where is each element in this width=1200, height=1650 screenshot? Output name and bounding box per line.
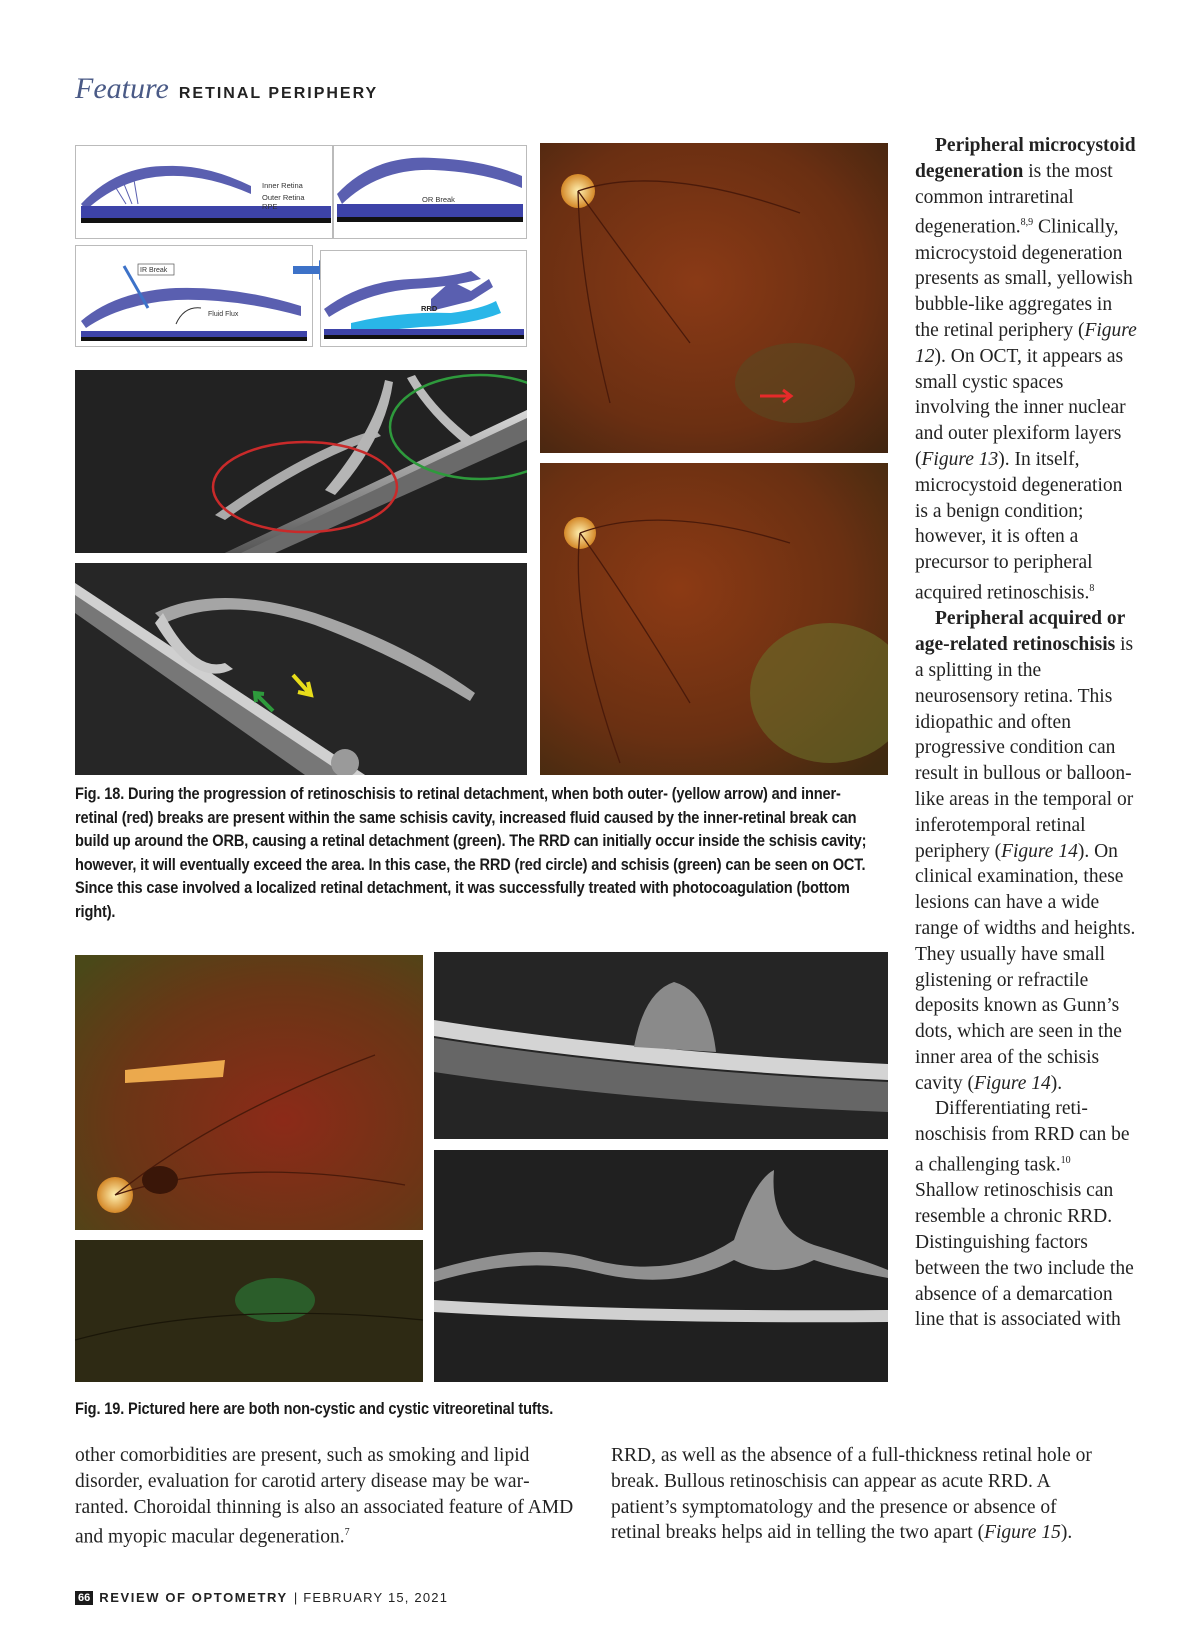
figure-ref: Figure 14 (1001, 840, 1078, 862)
sidebar-paragraph-1 (915, 133, 1137, 606)
text: ). (1060, 1522, 1073, 1544)
text: Differentiating retinoschisis from RRD can be a challenging task. (915, 1098, 1130, 1176)
text: ). In itself, microcystoid degeneration is a benign condition; however, it is often a precursor to peripheral acquired retinoschisis. (915, 449, 1123, 604)
text: RRD, as well as the absence of a full-thickness retinal hole or break. Bullous retinoschisis can appear as acute RRD. A patient’s symptomatology and the presence or absence of retinal breaks helps aid in telling the two apart ( (611, 1445, 1092, 1544)
diagram-panel-4 (320, 250, 527, 347)
body-column-right (611, 1443, 1111, 1546)
figure-ref: Figure 13 (921, 449, 999, 471)
figure-ref: Figure 12 (915, 320, 1137, 367)
ref-superscript: 7 (344, 1527, 350, 1539)
ref-superscript: 8,9 (1020, 217, 1034, 229)
fig18-caption: Fig. 18. During the progression of retinoschisis to retinal detachment, when both outer- (yellow arrow) and inner-retinal (red) breaks are present within the same schisis cavity, increased fluid caused by the inner-retinal break can build up around the ORB, causing a retinal detachment (green). The RRD can initially occur inside the schisis cavity; however, it will eventually exceed the area. In this case, the RRD (red circle) and schisis (green) can be seen on OCT. Since this case involved a localized retinal detachment, it was successfully treated with photocoagulation (bottom right). (75, 785, 867, 921)
diagram-panel-2 (333, 145, 527, 239)
oct-scan-rrd-schisis (75, 370, 527, 553)
text: ). On OCT, it appears as small cystic spaces involving the inner nuclear and outer plexiform layers ( (915, 345, 1126, 471)
fundus-photo-treated (540, 463, 888, 775)
figure-ref: Figure 15 (984, 1522, 1061, 1544)
figure-ref: Figure 14 (974, 1072, 1051, 1094)
oct-scan-tuft-1 (434, 952, 888, 1139)
label-fluid-flux: Fluid Flux (208, 311, 239, 318)
label-ir-break: IR Break (140, 267, 168, 274)
text: ). (1050, 1072, 1063, 1094)
fundus-photo-rrd (540, 143, 888, 453)
oct-scan-outer-break (75, 563, 527, 775)
header-section-title: RETINAL PERIPHERY (178, 85, 379, 102)
label-rrd: RRD (421, 304, 438, 313)
sidebar-paragraph-3 (915, 1096, 1137, 1333)
page-number: 66 (75, 1591, 93, 1605)
fundus-photo-tuft (75, 955, 423, 1230)
text: ). On clinical examination, these lesions can have a wide range of widths and heights. They usually have small glistening or refractile deposits known as Gunn’s dots, which are seen in the inner area of the schisis cavity ( (915, 840, 1136, 1094)
ref-superscript: 10 (1060, 1155, 1071, 1167)
diagram-panel-1 (75, 145, 333, 239)
oct-scan-tuft-2 (434, 1150, 888, 1382)
text: is the most common intraretinal degeneration. (915, 160, 1113, 238)
publication-name: REVIEW OF OPTOMETRY (99, 1590, 288, 1605)
label-inner-retina: Inner Retina (262, 181, 303, 190)
running-header (75, 72, 378, 106)
ref-superscript: 8 (1089, 583, 1095, 595)
page-footer (75, 1590, 448, 1605)
label-outer-retina: Outer Retina (262, 193, 305, 202)
term-retinoschisis: Peripheral acquired or age-related retinoschisis (915, 608, 1125, 656)
label-rpe: RPE (262, 202, 278, 211)
header-feature-label: Feature (75, 72, 169, 105)
text: Clinically, microcystoid degeneration presents as small, yellowish bubble-like aggregates in the retinal periphery ( (915, 216, 1133, 342)
text: other comorbidities are present, such as smoking and lipid disorder, evaluation for carotid artery disease may be warranted. Choroidal thinning is also an associated feature of AMD and myopic macular degeneration. (75, 1445, 574, 1548)
sidebar-column (915, 133, 1137, 1333)
footer-separator: | (293, 1590, 298, 1605)
label-or-break: OR Break (422, 195, 455, 204)
diagram-panel-3 (75, 245, 313, 347)
text: is a splitting in the neurosensory retina. This idiopathic and often progressive condition can result in bullous or balloon-like areas in the temporal or inferotemporal retinal periphery ( (915, 634, 1134, 862)
body-column-left (75, 1443, 575, 1551)
fundus-photo-green (75, 1240, 423, 1382)
sidebar-paragraph-2 (915, 606, 1137, 1096)
term-microcystoid: Peripheral microcystoid degeneration (915, 135, 1136, 182)
fig19-caption: Fig. 19. Pictured here are both non-cystic and cystic vitreoretinal tufts. (75, 1400, 554, 1418)
issue-date: FEBRUARY 15, 2021 (303, 1590, 449, 1605)
text: Shallow retinoschisis can resemble a chronic RRD. Distinguishing factors between the two include the absence of a demarcation line that is associated with (915, 1180, 1134, 1331)
